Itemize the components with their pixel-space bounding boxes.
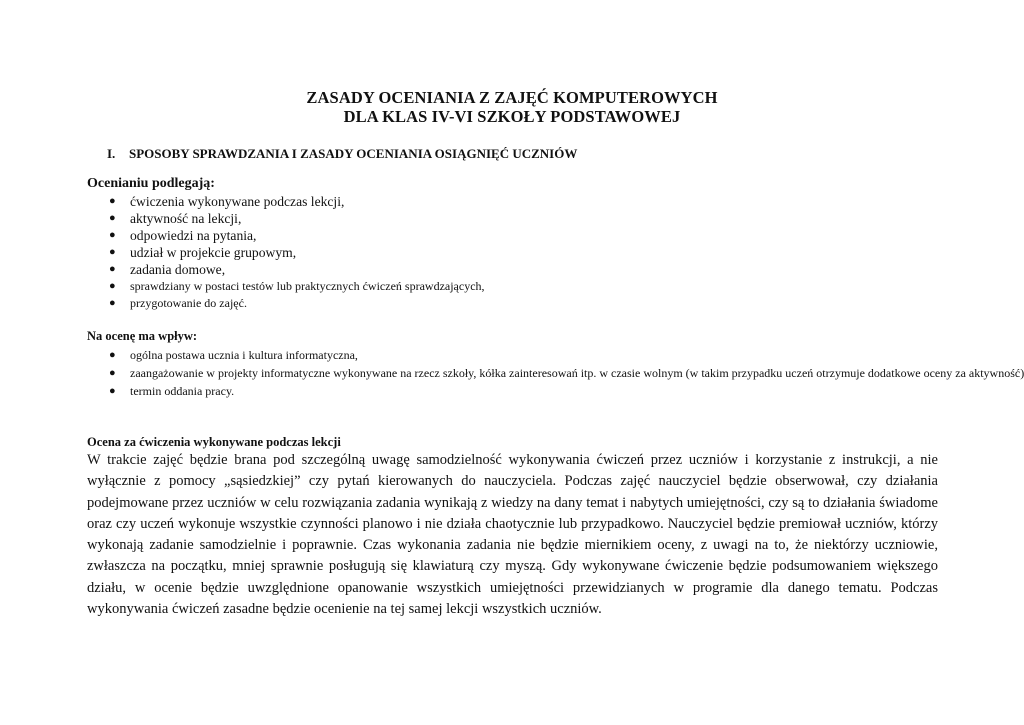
bullet-icon: ● (109, 280, 116, 292)
list-item: ● odpowiedzi na pytania, (109, 228, 257, 243)
list-item: ● sprawdziany w postaci testów lub praktycznych ćwiczeń sprawdzających, (109, 279, 485, 293)
document-title-line-2: DLA KLAS IV-VI SZKOŁY PODSTAWOWEJ (343, 107, 681, 126)
assessed-heading: Ocenianiu podlegają: (87, 176, 215, 191)
list-item: ● zaangażowanie w projekty informatyczne wykonywane na rzecz szkoły, kółka zainteresowań itp. w czasie wolnym (w takim przypadku uczeń otrzymuje dodatkowe oceny za aktywność) (109, 366, 1024, 380)
section-number: I. (107, 146, 116, 161)
bullet-icon: ● (109, 229, 116, 241)
exercises-paragraph: W trakcie zajęć będzie brana pod szczególną uwagę samodzielność wykonywania ćwiczeń przez uczniów i korzystanie z instrukcji, a nie wyłącznie z pomocy „sąsiedzkiej” czy pytań kierowanych do nauczyciela. Podczas zajęć nauczyciel będzie obserwował, czy działania podejmowane przez uczniów w celu rozwiązania zadania wynikają z wiedzy na dany temat i nabytych umiejętności, czy są to działania świadome oraz czy uczeń wykonuje wszystkie czynności planowo i nie działa chaotycznie lub przypadkowo. Nauczyciel będzie premiował uczniów, którzy wykonają zadanie samodzielnie i poprawnie. Czas wykonania zadania nie będzie miernikiem oceny, z uwagi na to, że niektórzy uczniowie, zwłaszcza na początku, mniej sprawnie posługują się klawiaturą czy myszą. Gdy wykonywane ćwiczenie będzie podsumowaniem większego działu, w ocenie będzie uwzględnione opanowanie wszystkich umiejętności przewidzianych w programie dla danego tematu. Podczas wykonywania ćwiczeń zasadne będzie ocenienie na tej samej lekcji wszystkich uczniów. (87, 452, 938, 618)
section-title: SPOSOBY SPRAWDZANIA I ZASADY OCENIANIA OSIĄGNIĘĆ UCZNIÓW (129, 146, 578, 161)
list-item: ● przygotowanie do zajęć. (109, 296, 247, 310)
document-title-line-1: ZASADY OCENIANIA Z ZAJĘĆ KOMPUTEROWYCH (306, 88, 718, 107)
assessed-list (109, 193, 485, 312)
bullet-icon: ● (109, 246, 116, 258)
bullet-icon: ● (109, 297, 116, 309)
bullet-icon: ● (109, 212, 116, 224)
bullet-icon: ● (109, 195, 116, 207)
influence-list (109, 346, 1024, 400)
exercises-heading: Ocena za ćwiczenia wykonywane podczas lekcji (87, 435, 341, 449)
list-item: ● termin oddania pracy. (109, 384, 235, 398)
list-item: ● udział w projekcie grupowym, (109, 245, 297, 260)
bullet-icon: ● (109, 349, 116, 361)
section-heading (107, 146, 577, 162)
list-item: ● ogólna postawa ucznia i kultura informatyczna, (109, 348, 358, 362)
list-item: ● ćwiczenia wykonywane podczas lekcji, (109, 194, 345, 209)
list-item: ● aktywność na lekcji, (109, 211, 242, 226)
bullet-icon: ● (109, 263, 116, 275)
bullet-icon: ● (109, 367, 116, 379)
list-item: ● zadania domowe, (109, 262, 226, 277)
bullet-icon: ● (109, 385, 116, 397)
influence-heading: Na ocenę ma wpływ: (87, 329, 198, 343)
